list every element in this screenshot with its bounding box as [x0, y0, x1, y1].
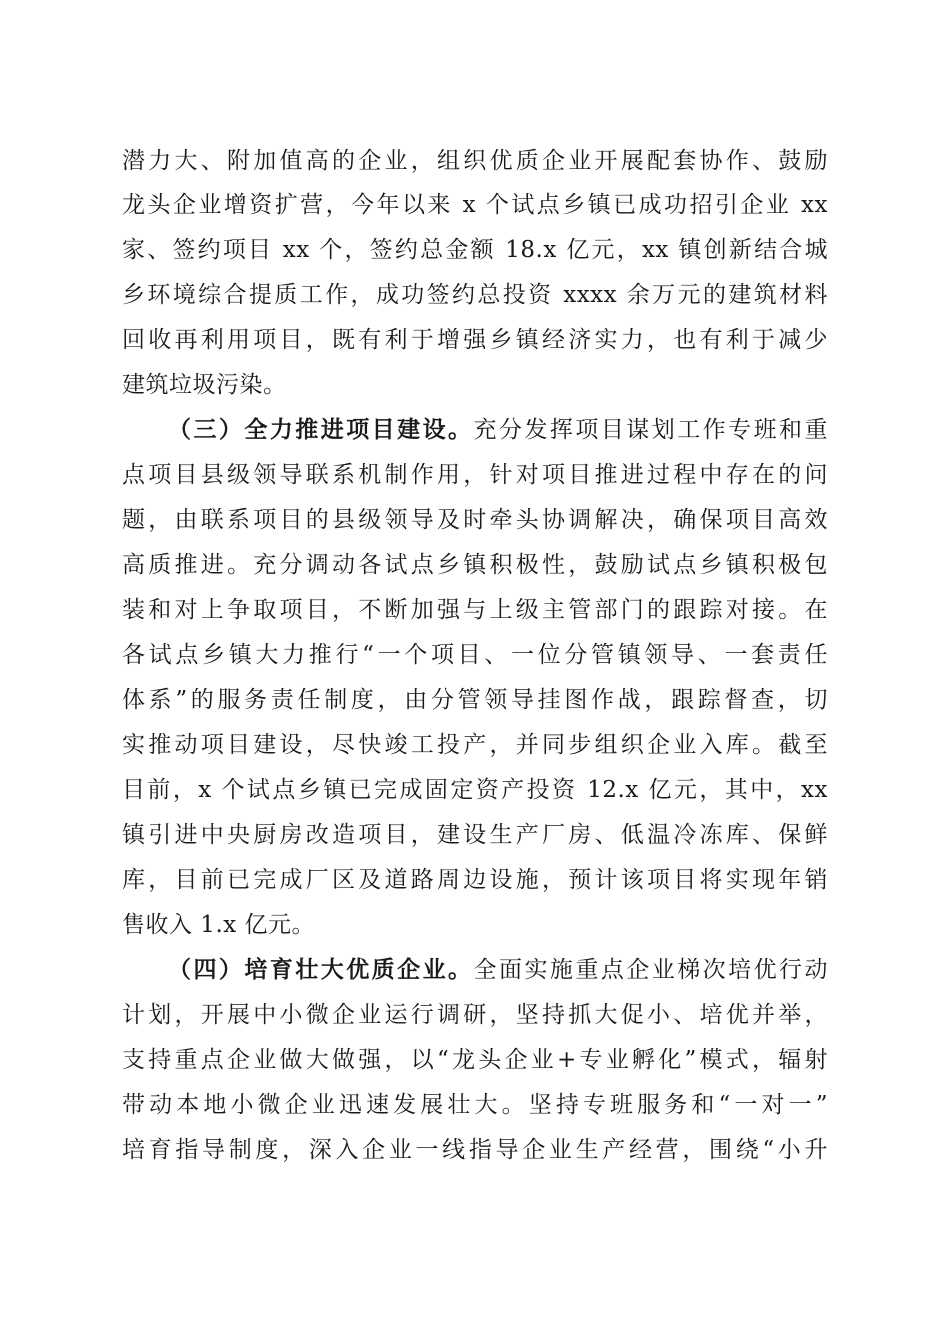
paragraph-2-line-9: 目前，x 个试点乡镇已完成固定资产投资 12.x 亿元，其中，xx [122, 777, 828, 803]
paragraph-1-line-3: 家、签约项目 xx 个，签约总金额 18.x 亿元，xx 镇创新结合城 [122, 237, 828, 263]
paragraph-1-line-5: 回收再利用项目，既有利于增强乡镇经济实力，也有利于减少 [122, 327, 828, 353]
paragraph-3-first-line-text: 全面实施重点企业梯次培优行动 [473, 957, 829, 983]
paragraph-2-line-5: 装和对上争取项目，不断加强与上级主管部门的跟踪对接。在 [122, 597, 828, 623]
section-4-heading: （四）培育壮大优质企业。 [168, 956, 474, 983]
paragraph-2-line-11: 库，目前已完成厂区及道路周边设施，预计该项目将实现年销 [122, 867, 828, 893]
paragraph-2-first-line-text: 充分发挥项目谋划工作专班和重 [473, 417, 829, 443]
paragraph-2-line-6: 各试点乡镇大力推行“一个项目、一位分管镇领导、一套责任 [122, 642, 828, 668]
paragraph-1-line-2: 龙头企业增资扩营，今年以来 x 个试点乡镇已成功招引企业 xx [122, 192, 828, 218]
paragraph-2-line-10: 镇引进中央厨房改造项目，建设生产厂房、低温冷冻库、保鲜 [122, 822, 828, 848]
paragraph-2-line-8: 实推动项目建设，尽快竣工投产，并同步组织企业入库。截至 [122, 732, 828, 758]
paragraph-1-line-4: 乡环境综合提质工作，成功签约总投资 xxxx 余万元的建筑材料 [122, 282, 828, 308]
paragraph-3-line-2: 计划，开展中小微企业运行调研，坚持抓大促小、培优并举， [122, 1002, 828, 1028]
paragraph-3-line-4: 带动本地小微企业迅速发展壮大。坚持专班服务和“一对一” [122, 1092, 828, 1118]
section-3-heading: （三）全力推进项目建设。 [168, 416, 474, 443]
paragraph-3-line-5: 培育指导制度，深入企业一线指导企业生产经营，围绕“小升 [122, 1137, 828, 1163]
paragraph-2-line-2: 点项目县级领导联系机制作用，针对项目推进过程中存在的问 [122, 462, 828, 488]
paragraph-2-line-7: 体系”的服务责任制度，由分管领导挂图作战，跟踪督查，切 [122, 687, 828, 713]
paragraph-2-line-12: 售收入 1.x 亿元。 [122, 912, 316, 938]
paragraph-2-line-1 [168, 408, 828, 452]
paragraph-2-line-3: 题，由联系项目的县级领导及时牵头协调解决，确保项目高效 [122, 507, 828, 533]
paragraph-1-line-1: 潜力大、附加值高的企业，组织优质企业开展配套协作、鼓励 [122, 148, 828, 174]
paragraph-1-line-6: 建筑垃圾污染。 [122, 372, 287, 398]
paragraph-3-line-1 [168, 948, 828, 992]
paragraph-2-line-4: 高质推进。充分调动各试点乡镇积极性，鼓励试点乡镇积极包 [122, 552, 828, 578]
paragraph-3-line-3: 支持重点企业做大做强，以“龙头企业+专业孵化”模式，辐射 [122, 1047, 828, 1073]
